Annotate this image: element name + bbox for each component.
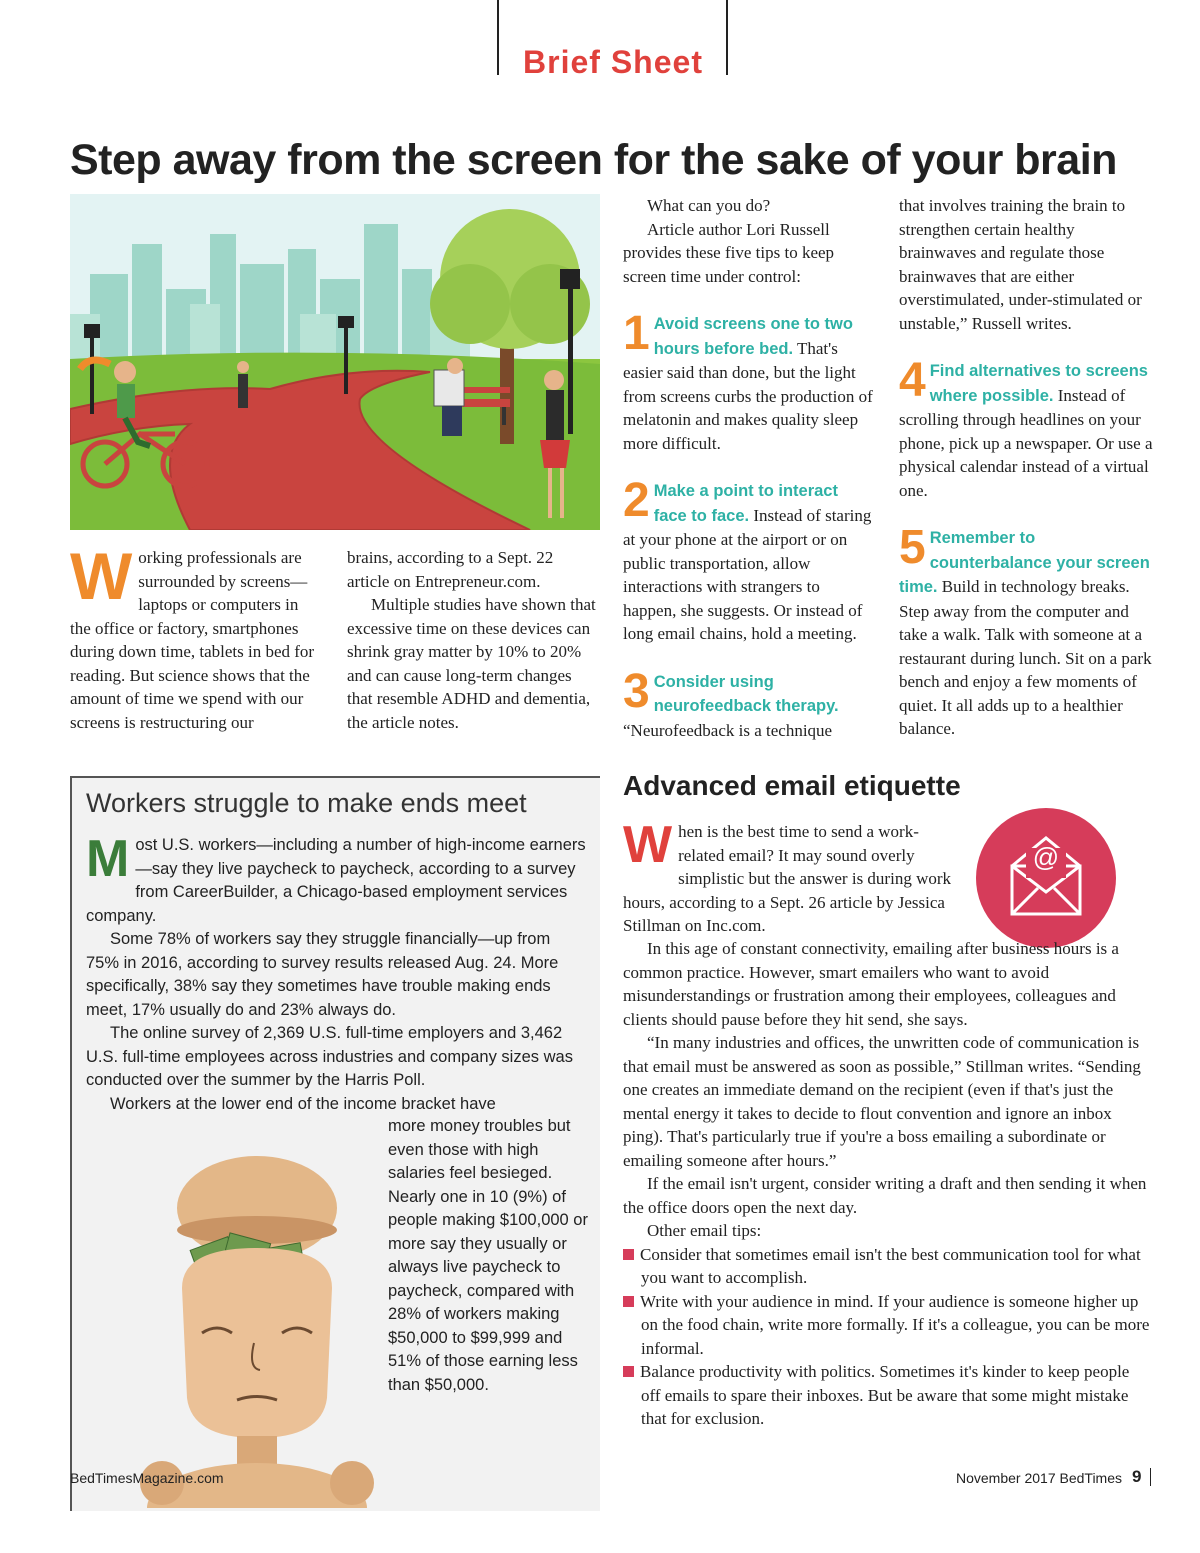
footer-issue: November 2017 BedTimes xyxy=(956,1470,1123,1486)
sidebar-para: Some 78% of workers say they struggle financially—up from 75% in 2016, according to survey results released Aug. 24. More specifically, 38% say they sometimes have trouble making ends meet, 17% usually do and 23% always do. xyxy=(86,930,559,1019)
sidebar-para: Workers at the lower end of the income bracket have xyxy=(110,1094,496,1113)
tip-number: 5 xyxy=(899,521,926,574)
tip-body: Build in technology breaks. Step away from the computer and take a walk. Talk with someone at a restaurant during lunch. Sit on a park bench and enjoy a few moments of quiet. It all adds up to a healthier balance. xyxy=(899,577,1152,738)
header-rule-right xyxy=(726,0,728,75)
footer-rule xyxy=(1150,1468,1151,1486)
email-para: “In many industries and offices, the unwritten code of communication is that email must be answered as soon as possible,” Stillman writes. “Sending one creates an immediate demand on the recipient (even if that's just the mental energy it takes to decide to flout convention and ignore an inbox ping). That's particularly true if you're a boss emailing a subordinate or emailing someone after hours.” xyxy=(623,1033,1141,1170)
page-number: 9 xyxy=(1132,1467,1142,1486)
tip-heading: Remember to counterbalance your screen time. xyxy=(899,529,1150,596)
sidebar-para: The online survey of 2,369 U.S. full-time employers and 3,462 U.S. full-time employees across industries and company sizes was conducted over the summer by the Harris Poll. xyxy=(86,1024,573,1089)
page-headline: Step away from the screen for the sake of your brain xyxy=(70,136,1117,184)
sidebar-text xyxy=(86,830,586,1116)
tip-number: 3 xyxy=(623,664,650,718)
email-para: If the email isn't urgent, consider writing a draft and then sending it when the office doors open the next day. xyxy=(623,1174,1147,1217)
article-para: What can you do? xyxy=(647,196,771,215)
tip-body: Instead of scrolling through headlines on your phone, pick up a newspaper. Or use a physical calendar instead of a virtual one. xyxy=(899,385,1153,500)
article-col-2 xyxy=(347,546,599,734)
tip-number: 4 xyxy=(899,354,926,407)
article-intro: orking professionals are surrounded by screens—laptops or computers in the office or factory, smartphones during down time, tablets in bed for reading. But science shows that the amount of time we spend with our screens is restructuring our xyxy=(70,548,315,732)
sidebar-para-continued: more money troubles but even those with high salaries feel besieged. Nearly one in 10 (9%) of people making $100,000 or more say they usually or always live paycheck to paycheck, compared with 28% of workers making $50,000 to $99,999 and 51% of those earning less than $50,000. xyxy=(388,1117,588,1394)
park-illustration xyxy=(70,194,600,530)
bullet-square-icon xyxy=(623,1249,634,1260)
envelope-icon xyxy=(976,808,1116,948)
email-para: In this age of constant connectivity, emailing after business hours is a common practice. However, smart emailers who want to avoid misunderstandings or frustration among their employees, colleagues and clients should pause before they hit send, she says. xyxy=(623,939,1119,1029)
email-icon-circle xyxy=(976,808,1116,948)
tip-number: 2 xyxy=(623,474,650,527)
tip-heading: Consider using neurofeedback therapy. xyxy=(653,672,839,715)
article-para: brains, according to a Sept. 22 article on Entrepreneur.com. xyxy=(347,548,554,591)
article-col-1 xyxy=(70,539,322,734)
email-article-title: Advanced email etiquette xyxy=(623,770,961,801)
dropcap-m: M xyxy=(86,830,130,888)
sidebar-para: ost U.S. workers—including a number of high-income earners—say they live paycheck to paycheck, according to a survey from CareerBuilder, a Chicago-based employment services company. xyxy=(86,836,586,925)
tip-5 xyxy=(899,521,1153,741)
tip-heading: Avoid screens one to two hours before bed. xyxy=(653,315,853,358)
article-para: that involves training the brain to strengthen certain healthy brainwaves and regulate those brainwaves that are either overstimulated, under-stimulated or unstable,” Russell writes. xyxy=(899,196,1142,333)
section-label: Brief Sheet xyxy=(523,44,703,80)
tip-3 xyxy=(623,664,875,743)
tip-body: Instead of staring at your phone at the airport or on public transportation, allow interactions with strangers to happen, she suggests. Or instead of long email chains, hold a meeting. xyxy=(623,505,872,643)
email-tip-bullet: Write with your audience in mind. If your audience is someone higher up on the food chain, write more formally. If it's a colleague, you can be more informal. xyxy=(623,1290,1153,1361)
header-rule-left xyxy=(497,0,499,75)
article-col-4 xyxy=(899,194,1153,741)
tip-body: That's easier said than done, but the light from screens curbs the production of melatonin and makes quality sleep more difficult. xyxy=(623,338,873,453)
park-scene-image xyxy=(70,194,600,530)
mannequin-money-image xyxy=(132,1138,382,1508)
footer-site: BedTimesMagazine.com xyxy=(70,1470,224,1486)
tip-heading: Find alternatives to screens where possible. xyxy=(929,362,1148,405)
sidebar-box xyxy=(70,776,600,1511)
tip-4 xyxy=(899,354,1153,502)
tip-2 xyxy=(623,474,875,646)
bullet-square-icon xyxy=(623,1296,634,1307)
article-para: Multiple studies have shown that excessive time on these devices can shrink gray matter by 10% to 20% and can cause long-term changes that resemble ADHD and dementia, the article notes. xyxy=(347,595,596,732)
article-col-3 xyxy=(623,194,875,742)
dropcap-w-email: W xyxy=(623,816,673,874)
email-tip-bullet: Balance productivity with politics. Sometimes it's kinder to keep people off emails to spare their inboxes. But be aware that some might mistake that for exclusion. xyxy=(623,1360,1153,1431)
article-para: Article author Lori Russell provides these five tips to keep screen time under control: xyxy=(623,219,835,286)
sidebar-title: Workers struggle to make ends meet xyxy=(86,788,527,818)
email-para-intro: W hen is the best time to send a work-related email? It may sound overly simplistic but the answer is during work hours, according to a Sept. 26 article by Jessica Stillman on Inc.com. xyxy=(623,816,952,935)
dropcap-w: W xyxy=(70,539,133,613)
email-tip-bullet: Consider that sometimes email isn't the best communication tool for what you want to accomplish. xyxy=(623,1243,1153,1290)
at-symbol: @ xyxy=(1032,842,1060,872)
email-article-body xyxy=(623,937,1153,1431)
tip-1 xyxy=(623,307,875,455)
tip-heading: Make a point to interact face to face. xyxy=(653,482,838,525)
tip-body: “Neurofeedback is a technique xyxy=(623,720,833,740)
email-para: Other email tips: xyxy=(647,1221,762,1240)
bullet-square-icon xyxy=(623,1366,634,1377)
tip-number: 1 xyxy=(623,307,650,360)
